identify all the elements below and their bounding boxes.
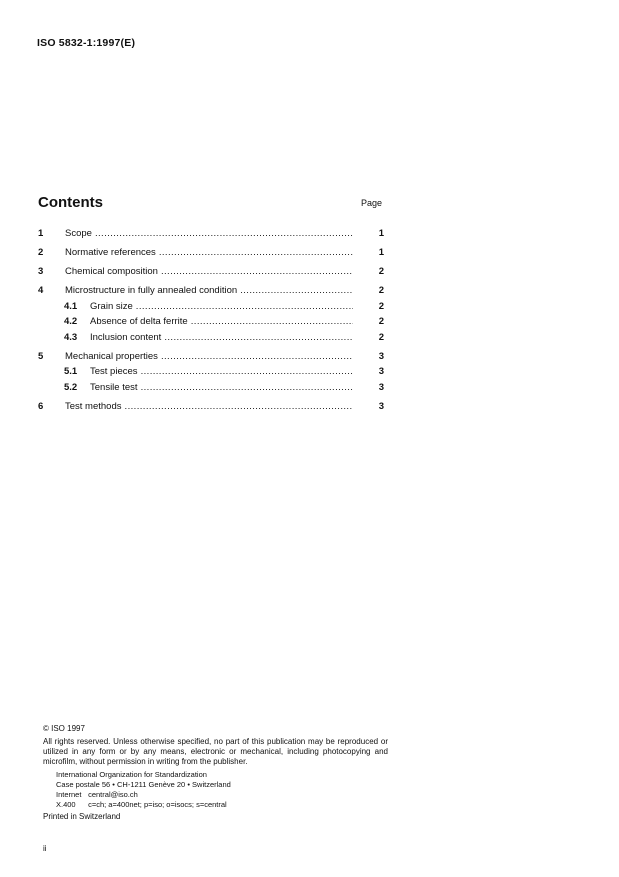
table-of-contents bbox=[38, 226, 384, 414]
toc-title: Tensile test ..... bbox=[90, 380, 353, 396]
toc-entry-tensile-test[interactable] bbox=[38, 380, 384, 396]
toc-title: Scope ..... bbox=[65, 226, 353, 242]
toc-page: 3 bbox=[378, 366, 384, 377]
toc-title: Mechanical properties ..... bbox=[65, 349, 353, 365]
organization-name: International Organization for Standardization bbox=[56, 770, 207, 779]
internet-label: Internet bbox=[56, 790, 82, 799]
internet-line bbox=[56, 790, 231, 800]
toc-page: 2 bbox=[378, 300, 384, 312]
toc-page: 2 bbox=[378, 266, 384, 277]
toc-title: Microstructure in fully annealed condition ..... bbox=[65, 283, 353, 299]
copyright-notice: © ISO 1997 bbox=[43, 724, 85, 733]
toc-number: 4 bbox=[38, 285, 44, 296]
toc-title: Test methods ..... bbox=[65, 399, 353, 415]
rights-statement: All rights reserved. Unless otherwise specified, no part of this publication may be reproduced or utilized in any form or by any means, electronic or mechanical, including photocopying and microfilm, without permission in writing from the publisher. bbox=[43, 737, 388, 766]
toc-page: 1 bbox=[378, 228, 384, 239]
toc-title: Absence of delta ferrite ..... bbox=[90, 314, 353, 330]
toc-page: 2 bbox=[378, 285, 384, 296]
page-column-label: Page bbox=[361, 198, 383, 208]
toc-page: 2 bbox=[378, 316, 384, 327]
toc-entry-grain-size[interactable] bbox=[38, 299, 384, 315]
toc-page: 3 bbox=[378, 350, 384, 362]
contents-title: Contents bbox=[38, 194, 103, 211]
toc-number: 2 bbox=[38, 247, 44, 258]
toc-page: 1 bbox=[378, 247, 384, 258]
toc-entry-chemical-composition[interactable] bbox=[38, 264, 384, 280]
toc-title: Chemical composition ..... bbox=[65, 264, 353, 280]
toc-page: 3 bbox=[378, 400, 384, 412]
toc-title: Normative references ..... bbox=[65, 245, 353, 261]
toc-entry-test-pieces[interactable] bbox=[38, 364, 384, 380]
toc-number: 6 bbox=[38, 400, 44, 412]
toc-number: 5.2 bbox=[64, 381, 78, 393]
toc-number: 5 bbox=[38, 350, 44, 362]
toc-number: 1 bbox=[38, 228, 44, 239]
printed-in: Printed in Switzerland bbox=[43, 812, 121, 821]
toc-entry-microstructure[interactable] bbox=[38, 283, 384, 299]
toc-title: Grain size ..... bbox=[90, 299, 353, 315]
toc-number: 4.3 bbox=[64, 331, 78, 343]
x400-label: X.400 bbox=[56, 800, 76, 809]
toc-number: 4.2 bbox=[64, 316, 78, 327]
organization-address: Case postale 56 • CH-1211 Genève 20 • Switzerland bbox=[56, 780, 231, 789]
toc-entry-delta-ferrite[interactable] bbox=[38, 314, 384, 330]
toc-entry-mechanical-properties[interactable] bbox=[38, 349, 384, 365]
toc-entry-scope[interactable] bbox=[38, 226, 384, 242]
page-number: ii bbox=[43, 844, 47, 853]
toc-number: 3 bbox=[38, 266, 44, 277]
toc-title: Test pieces ..... bbox=[90, 364, 353, 380]
toc-entry-inclusion-content[interactable] bbox=[38, 330, 384, 346]
toc-number: 5.1 bbox=[64, 366, 78, 377]
x400-line bbox=[56, 800, 231, 810]
toc-page: 2 bbox=[378, 331, 384, 343]
toc-page: 3 bbox=[378, 381, 384, 393]
document-id: ISO 5832-1:1997(E) bbox=[37, 37, 136, 49]
toc-entry-test-methods[interactable] bbox=[38, 399, 384, 415]
x400-address: c=ch; a=400net; p=iso; o=isocs; s=central bbox=[88, 800, 227, 809]
internet-address: central@iso.ch bbox=[88, 790, 138, 799]
toc-title: Inclusion content ..... bbox=[90, 330, 353, 346]
organization-block bbox=[56, 770, 231, 810]
toc-entry-normative-references[interactable] bbox=[38, 245, 384, 261]
toc-number: 4.1 bbox=[64, 300, 78, 312]
